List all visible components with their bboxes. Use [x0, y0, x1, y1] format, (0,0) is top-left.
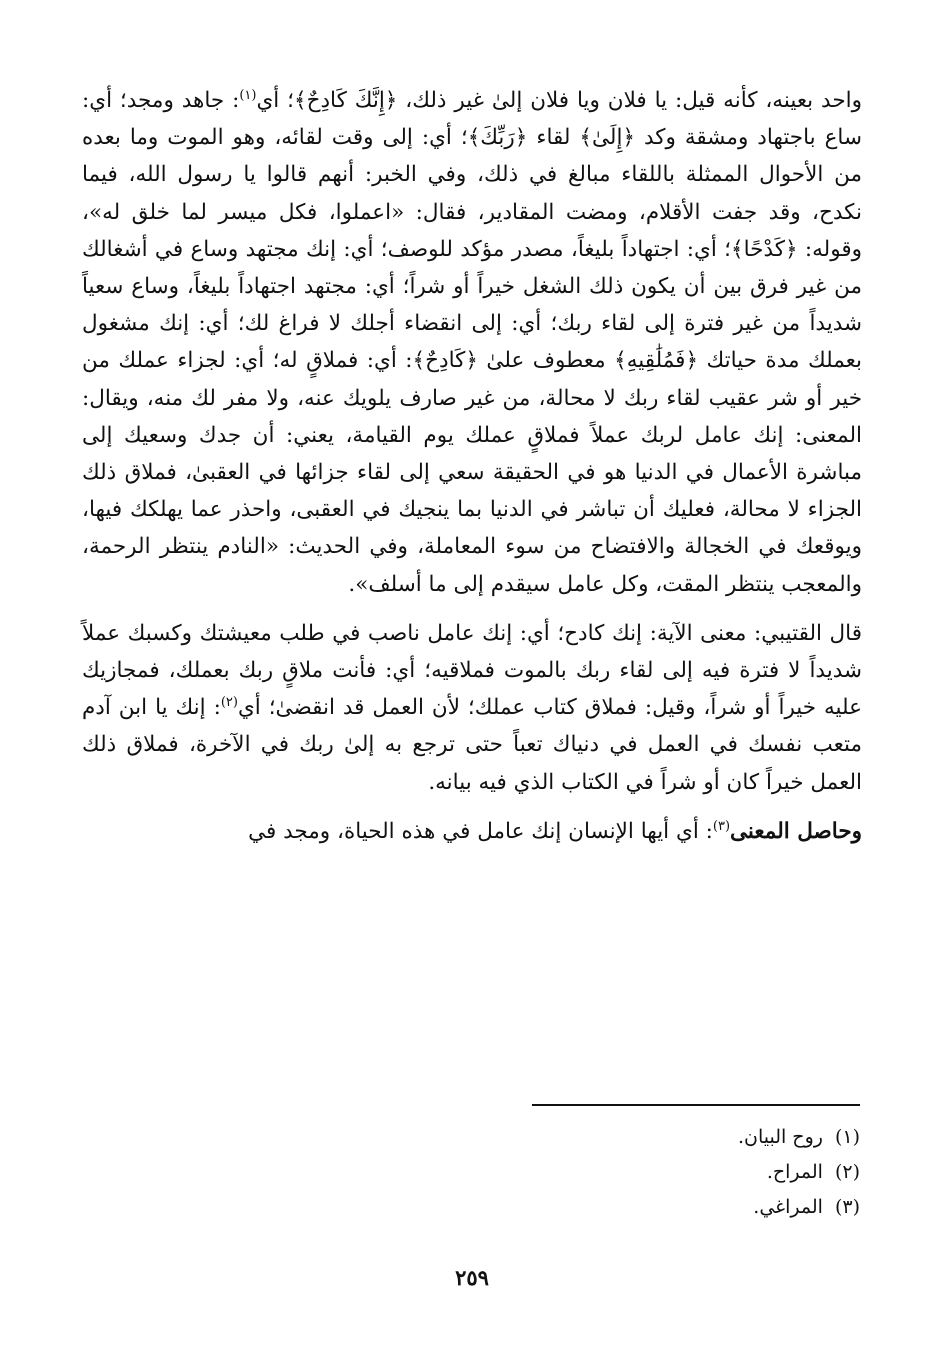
paragraph-1-text: واحد بعينه، كأنه قيل: يا فلان ويا فلان إلىٰ غير ذلك، ﴿إِنَّكَ كَادِحٌ﴾؛ أي — [256, 88, 862, 113]
footnote-text: روح البيان. — [737, 1126, 823, 1148]
footnote-number: (٢) — [834, 1161, 860, 1183]
footnote-ref-1[interactable]: (١) — [239, 88, 257, 103]
footnote-ref-2[interactable]: (٢) — [220, 695, 238, 711]
footnote-divider — [532, 1104, 860, 1106]
book-page — [82, 82, 862, 1322]
footnote-number: (٣) — [834, 1196, 860, 1218]
footnote-ref-3[interactable]: (٣) — [712, 818, 731, 834]
paragraph-2-text: قال القتيبي: معنى الآية: إنك كادح؛ أي: إنك عامل ناصب في طلب معيشتك وكسبك عملاً شديداً لا فترة فيه إلى لقاء ربك بالموت فملاقيه؛ أي: فأنت ملاقٍ ربك بعملك، فمجازيك عليه خيراً أو شراً، وقيل: فملاق كتاب عملك؛ لأن العمل قد انقضىٰ؛ أي — [82, 620, 862, 721]
footnote-item — [460, 1190, 860, 1225]
body-paragraph-1 — [82, 82, 862, 603]
footnotes-list — [460, 1120, 860, 1225]
body-paragraph-3 — [82, 813, 862, 850]
page-number: ٢٥٩ — [455, 1265, 489, 1290]
footnote-text: المراغي. — [753, 1196, 823, 1218]
body-paragraph-2 — [82, 615, 862, 801]
footnote-text: المراح. — [766, 1161, 823, 1183]
footnote-number: (١) — [834, 1126, 860, 1148]
paragraph-3-lead: وحاصل المعنى — [730, 818, 862, 844]
paragraph-1-continuation: : جاهد ومجد؛ أي: ساع باجتهاد ومشقة وكد ﴿إِلَىٰ﴾ لقاء ﴿رَبِّكَ﴾؛ أي: إلى وقت لقائه، وهو الموت وما بعده من الأحوال الممثلة باللقاء مبالغ في ذلك، وفي الخبر: أنهم قالوا يا رسول الله، فيما نكدح، وقد جفت الأقلام، ومضت المقادير، فقال: «اعملوا، فكل ميسر لما خلق له»، وقوله: ﴿كَدْحًا﴾؛ أي: اجتهاداً بليغاً، مصدر مؤكد للوصف؛ أي: إنك مجتهد وساع في أشغالك من غير فرق بين أن يكون ذلك الشغل خيراً أو شراً؛ أي: مجتهد اجتهاداً بليغاً، وساع سعياً شديداً من غير فترة إلى لقاء ربك؛ أي: إلى انقضاء أجلك لا فراغ لك؛ أي: إنك مشغول بعملك مدة حياتك ﴿فَمُلَٰقِيهِ﴾ معطوف علىٰ ﴿كَادِحٌ﴾: أي: فملاقٍ له؛ أي: لجزاء عملك من خير أو شر عقيب لقاء ربك لا محالة، من غير صارف يلويك عنه، ولا مفر لك منه، ويقال: المعنى: إنك عامل لربك عملاً فملاقٍ عملك يوم القيامة، يعني: أن جدك وسعيك إلى مباشرة الأعمال في الدنيا هو في الحقيقة سعي إلى لقاء جزائها في العقبىٰ، فملاق ذلك الجزاء لا محالة، فعليك أن تباشر في الدنيا بما ينجيك في العقبى، واحذر عما يهلكك فيها، ويوقعك في الخجالة والافتضاح من سوء المعاملة، وفي الحديث: «النادم ينتظر الرحمة، والمعجب ينتظر المقت، وكل عامل سيقدم إلى ما أسلف». — [82, 88, 862, 597]
footnote-item — [460, 1120, 860, 1155]
paragraph-3-continuation: : أي أيها الإنسان إنك عامل في هذه الحياة، ومجد في — [248, 818, 713, 844]
paragraph-2-continuation: : إنك يا ابن آدم متعب نفسك في العمل في دنياك تعباً حتى ترجع به إلىٰ ربك في الآخرة، فملاق ذلك العمل خيراً كان أو شراً في الكتاب الذي فيه بيانه. — [82, 695, 862, 795]
footnote-item — [460, 1155, 860, 1190]
